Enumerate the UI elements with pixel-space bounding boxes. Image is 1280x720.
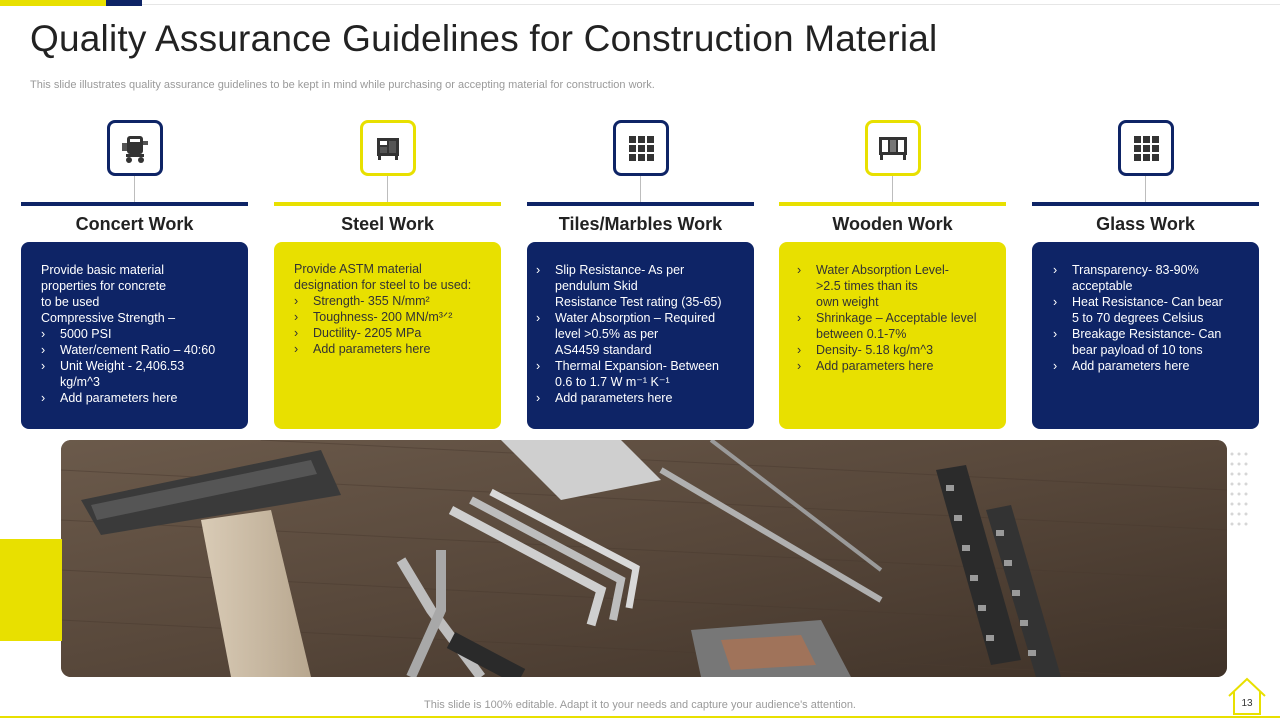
chevron-right-icon: › (797, 263, 802, 277)
chevron-right-icon: › (797, 359, 802, 373)
column-title: Wooden Work (832, 214, 953, 234)
column-bar (527, 202, 754, 206)
concrete-mixer-icon (107, 120, 163, 176)
column-title: Steel Work (341, 214, 434, 234)
column-card (779, 242, 1006, 429)
steel-cabinet-icon (360, 120, 416, 176)
chevron-right-icon: › (536, 263, 541, 277)
bullet-item: › Toughness- 200 MN/m³ᐟ² (294, 310, 453, 324)
chevron-right-icon: › (41, 359, 46, 373)
intro-line: Compressive Strength – (41, 311, 176, 325)
chevron-right-icon: › (41, 343, 46, 357)
bullet-continuation: AS4459 standard (555, 343, 652, 357)
bullet-item: › Add parameters here (797, 359, 934, 373)
column-card (527, 242, 754, 429)
column-tiles (527, 120, 754, 430)
bullet-item: › Add parameters here (536, 391, 673, 405)
bullet-continuation: 5 to 70 degrees Celsius (1072, 311, 1204, 325)
intro-line: designation for steel to be used: (294, 278, 472, 292)
wooden-cabinet-icon (865, 120, 921, 176)
bullet-continuation: own weight (816, 295, 879, 309)
bullet-continuation: acceptable (1072, 279, 1133, 293)
intro-line: Provide ASTM material (294, 262, 422, 276)
bullet-item: › 5000 PSI (41, 327, 112, 341)
bullet-item: › Water/cement Ratio – 40:60 (41, 343, 216, 357)
column-wooden (779, 120, 1006, 430)
bullet-continuation: level >0.5% as per (555, 327, 659, 341)
chevron-right-icon: › (536, 359, 541, 373)
bullet-continuation: >2.5 times than its (816, 279, 918, 293)
intro-line: Provide basic material (41, 263, 164, 277)
tools-photo (61, 440, 1227, 677)
bullet-item: › Density- 5.18 kg/m^3 (797, 343, 934, 357)
top-accent-yellow (0, 0, 106, 6)
column-title: Glass Work (1096, 214, 1195, 234)
chevron-right-icon: › (1053, 295, 1058, 309)
bullet-continuation: between 0.1-7% (816, 327, 907, 341)
glass-grid-icon (1118, 120, 1174, 176)
bullet-continuation: kg/m^3 (60, 375, 100, 389)
dot-pattern (1229, 450, 1253, 530)
chevron-right-icon: › (1053, 263, 1058, 277)
column-card (274, 242, 501, 429)
bullet-item: › Add parameters here (1053, 359, 1190, 373)
chevron-right-icon: › (1053, 327, 1058, 341)
intro-line: properties for concrete (41, 279, 167, 293)
bullet-item: › Ductility- 2205 MPa (294, 326, 422, 340)
bullet-item: › Transparency- 83-90% (1053, 263, 1199, 277)
chevron-right-icon: › (41, 391, 46, 405)
column-title: Concert Work (75, 214, 194, 234)
chevron-right-icon: › (1053, 359, 1058, 373)
top-divider (142, 4, 1280, 5)
slide-title: Quality Assurance Guidelines for Construction Material (30, 18, 938, 59)
slide-subtitle: This slide illustrates quality assurance guidelines to be kept in mind while purchasing or accepting material for construction work. (30, 79, 655, 91)
chevron-right-icon: › (797, 343, 802, 357)
connector-line (1145, 176, 1146, 202)
intro-line: to be used (41, 295, 100, 309)
chevron-right-icon: › (294, 310, 299, 324)
column-bar (21, 202, 248, 206)
house-icon (1226, 676, 1268, 716)
page-number-badge (1226, 676, 1268, 716)
bullet-item: › Breakage Resistance- Can (1053, 327, 1222, 341)
bullet-item: › Water Absorption – Required (536, 311, 716, 325)
connector-line (892, 176, 893, 202)
connector-line (640, 176, 641, 202)
chevron-right-icon: › (536, 311, 541, 325)
column-bar (1032, 202, 1259, 206)
footer-note: This slide is 100% editable. Adapt it to your needs and capture your audience's attention. (424, 699, 856, 711)
bullet-continuation: Resistance Test rating (35-65) (555, 295, 722, 309)
bullet-item: › Slip Resistance- As per (536, 263, 685, 277)
chevron-right-icon: › (294, 294, 299, 308)
chevron-right-icon: › (294, 326, 299, 340)
column-concrete (21, 120, 248, 430)
top-accent-navy (106, 0, 142, 6)
page-number: 13 (1241, 698, 1253, 709)
bullet-item: › Heat Resistance- Can bear (1053, 295, 1223, 309)
bullet-item: › Strength- 355 N/mm² (294, 294, 430, 308)
column-title: Tiles/Marbles Work (558, 214, 723, 234)
left-accent-block (0, 539, 62, 641)
column-glass (1032, 120, 1259, 430)
bottom-accent-line (0, 716, 1280, 718)
bullet-continuation: 0.6 to 1.7 W m⁻¹ K⁻¹ (555, 375, 670, 389)
column-card (1032, 242, 1259, 429)
bullet-continuation: bear payload of 10 tons (1072, 343, 1203, 357)
chevron-right-icon: › (536, 391, 541, 405)
column-bar (779, 202, 1006, 206)
bullet-item: › Unit Weight - 2,406.53 (41, 359, 185, 373)
connector-line (387, 176, 388, 202)
bullet-item: › Shrinkage – Acceptable level (797, 311, 977, 325)
column-steel (274, 120, 501, 430)
bullet-item: › Thermal Expansion- Between (536, 359, 719, 373)
chevron-right-icon: › (797, 311, 802, 325)
tiles-grid-icon (613, 120, 669, 176)
bullet-item: › Add parameters here (294, 342, 431, 356)
chevron-right-icon: › (294, 342, 299, 356)
bullet-continuation: pendulum Skid (555, 279, 638, 293)
bullet-item: › Add parameters here (41, 391, 178, 405)
chevron-right-icon: › (41, 327, 46, 341)
column-card (21, 242, 248, 429)
connector-line (134, 176, 135, 202)
column-bar (274, 202, 501, 206)
bullet-item: › Water Absorption Level- (797, 263, 949, 277)
